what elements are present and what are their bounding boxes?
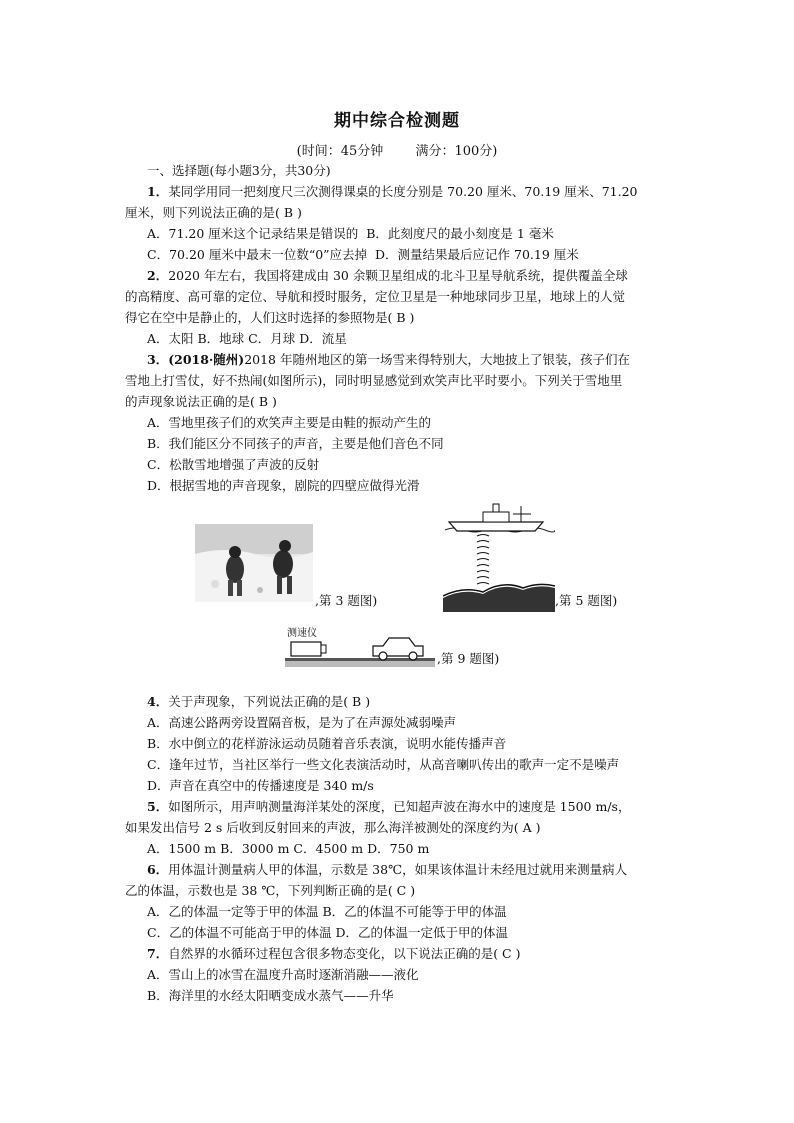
option-row [125,223,677,244]
option-c: C．70.20 厘米中最末一位数“0”应去掉 [147,247,368,262]
option-row [125,244,677,265]
question-2 [125,265,677,286]
option-a: A．雪山上的冰雪在温度升高时逐渐消融——液化 [147,967,419,982]
question-text: 如果发出信号 2 s 后收到反射回来的声波，那么海洋被测处的深度约为( A ) [125,820,541,835]
question-text: 雪地上打雪仗，好不热闹(如图所示)，同时明显感觉到欢笑声比平时要小。下列关于雪地里 [125,373,623,388]
full-score: 满分：100分) [415,144,498,159]
question-7 [125,943,677,964]
question-text: 厘米，则下列说法正确的是( B ) [125,205,302,220]
sonar-ship-figure [443,500,555,612]
option-b: B．水中倒立的花样游泳运动员随着音乐表演，说明水能传播声音 [147,736,507,751]
question-text: 得它在空中是静止的，人们这时选择的参照物是( B ) [125,310,415,325]
question-number: 5． [147,799,169,814]
question-text: 的高精度、高可靠的定位、导航和授时服务，定位卫星是一种地球同步卫星，地球上的人觉 [125,289,626,304]
question-number: 1． [147,184,169,199]
question-6 [125,859,677,880]
exam-meta [0,140,794,159]
question-text: 关于声现象，下列说法正确的是( B ) [168,694,371,709]
figure-area [125,496,677,691]
option-row: A．乙的体温一定等于甲的体温 B．乙的体温不可能等于甲的体温 [147,904,507,919]
question-source: (2018·随州) [168,352,245,367]
time-limit: (时间：45分钟 [296,144,384,159]
option-d: D．根据雪地的声音现象，剧院的四壁应做得光滑 [147,478,420,493]
question-text: 的声现象说法正确的是( B ) [125,394,277,409]
option-a: A．雪地里孩子们的欢笑声主要是由鞋的振动产生的 [147,415,432,430]
page-title: 期中综合检测题 [334,111,460,131]
question-5 [125,796,677,817]
speed-meter-label: 测速仪 [287,628,317,639]
question-text: 某同学用同一把刻度尺三次测得课桌的长度分别是 70.20 厘米、70.19 厘米、71.20 [168,184,638,199]
option-b: B．此刻度尺的最小刻度是 1 毫米 [366,226,554,241]
option-row: C．乙的体温不可能高于甲的体温 D．乙的体温一定低于甲的体温 [147,925,509,940]
question-text: 用体温计测量病人甲的体温，示数是 38℃，如果该体温计未经甩过就用来测量病人 [168,862,628,877]
option-c: C．松散雪地增强了声波的反射 [147,457,320,472]
figure-5-caption: ,第 5 题图) [555,593,618,608]
snow-fight-photo [195,524,313,602]
section-heading: 一、选择题(每小题3分，共30分) [147,163,331,178]
option-c: C．逢年过节，当社区举行一些文化表演活动时，从高音喇叭传出的歌声一定不是噪声 [147,757,620,772]
question-text: 2020 年左右，我国将建成由 30 余颗卫星组成的北斗卫星导航系统，提供覆盖全球 [168,268,628,283]
question-4 [125,691,677,712]
option-a: A．71.20 厘米这个记录结果是错误的 [147,226,359,241]
question-3 [125,349,677,370]
question-number: 3． [147,352,169,367]
question-text: 乙的体温，示数也是 38 ℃，下列判断正确的是( C ) [125,883,416,898]
option-row: A．1500 m B．3000 m C．4500 m D．750 m [147,841,430,856]
figure-3-caption: ,第 3 题图) [315,593,378,608]
question-text: 如图所示，用声呐测量海洋某处的深度，已知超声波在海水中的速度是 1500 m/s， [168,799,631,814]
question-number: 2． [147,268,169,283]
question-number: 4． [147,694,169,709]
figure-9-caption: ,第 9 题图) [437,651,500,666]
question-number: 7． [147,946,169,961]
option-d: D．声音在真空中的传播速度是 340 m/s [147,778,374,793]
option-d: D．测量结果最后应记作 70.19 厘米 [375,247,579,262]
question-number: 6． [147,862,169,877]
question-text: 自然界的水循环过程包含很多物态变化，以下说法正确的是( C ) [168,946,521,961]
option-row: A．太阳 B．地球 C．月球 D．流星 [147,331,347,346]
question-1 [125,181,677,202]
question-text: 2018 年随州地区的第一场雪来得特别大，大地披上了银装，孩子们在 [244,352,630,367]
option-a: A．高速公路两旁设置隔音板，是为了在声源处减弱噪声 [147,715,457,730]
option-b: B．我们能区分不同孩子的声音，主要是他们音色不同 [147,436,444,451]
speed-meter-figure [285,624,435,670]
question-list [125,160,677,1006]
option-b: B．海洋里的水经太阳晒变成水蒸气——升华 [147,988,394,1003]
